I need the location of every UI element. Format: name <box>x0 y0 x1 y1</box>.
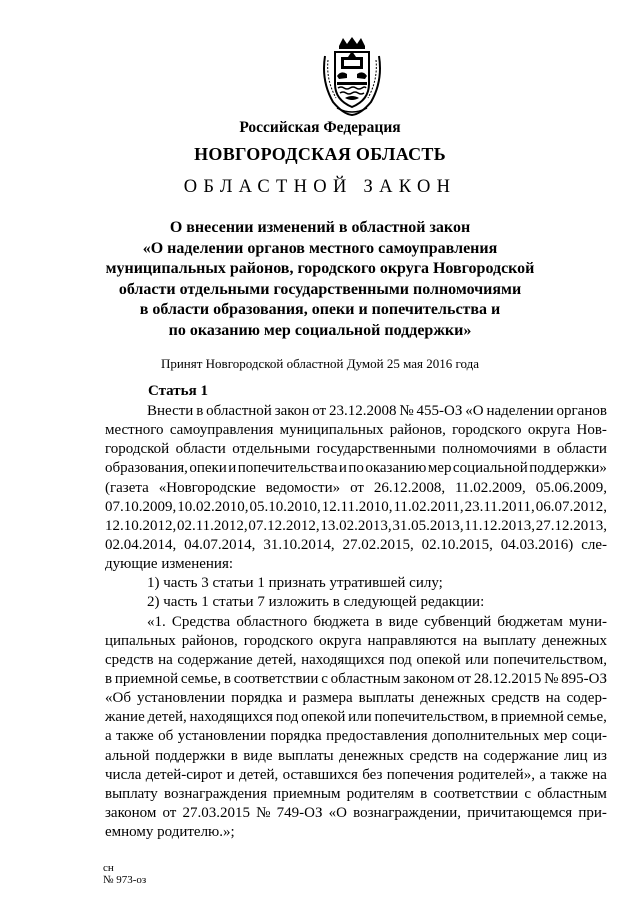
body-word: 13.02.2013, <box>320 517 392 534</box>
body-word: 11.02.2011, <box>393 498 464 515</box>
body-word: закон <box>274 403 310 419</box>
coat-of-arms-icon <box>319 36 385 116</box>
body-word: Внести <box>147 403 194 419</box>
body-word: приемной <box>500 709 564 726</box>
body-word: родителей», <box>458 766 535 783</box>
body-line <box>105 670 607 689</box>
body-word: 05.06.2009, <box>535 479 607 496</box>
body-word: 11.02.2009, <box>455 479 526 496</box>
body-word: виде <box>243 747 273 764</box>
body-word: отдельными <box>232 441 311 458</box>
body-word: опекой <box>301 709 346 726</box>
body-word: 26.12.2008, <box>373 479 446 496</box>
body-word: попечительства <box>237 460 338 477</box>
body-word: 02.04.2014, <box>105 536 177 553</box>
body-word: оказанию <box>365 460 427 477</box>
body-word: области <box>556 441 607 458</box>
body-word: 05.10.2010, <box>249 498 321 515</box>
body-word: законом <box>105 804 157 821</box>
title-line: «О наделении органов местного самоуправления <box>142 239 498 257</box>
body-word: под <box>275 709 299 726</box>
body-word: установлении <box>177 728 266 745</box>
body-line <box>105 708 607 727</box>
body-word: средств <box>409 747 458 764</box>
body-word: 27.03.2015 <box>182 804 251 821</box>
body-word: 10.02.2010, <box>177 498 249 515</box>
body-word: в <box>375 613 383 630</box>
body-word: в <box>230 747 238 764</box>
body-word: виде <box>388 613 419 630</box>
body-word: предоставления <box>326 728 428 745</box>
body-word: содержание <box>483 747 559 764</box>
body-word: самоуправления <box>169 422 274 439</box>
body-word: субвенций <box>424 613 492 630</box>
body-word: поддержки» <box>529 460 607 477</box>
body-word: с <box>321 670 328 687</box>
body-word: и <box>226 766 235 783</box>
body-word: муни- <box>568 613 607 630</box>
body-word: соответствии <box>233 670 319 687</box>
body-word: муниципальных <box>279 422 384 439</box>
body-word: оставшихся <box>282 766 358 783</box>
body-word: на <box>462 632 478 649</box>
body-word: находящихся <box>189 709 273 726</box>
body-word: также <box>550 766 588 783</box>
body-word: округа <box>319 632 362 649</box>
body-word: полномочиями <box>442 441 537 458</box>
body-word: опекой <box>416 651 461 668</box>
body-line <box>105 479 607 498</box>
title-line: О внесении изменений в областной закон <box>169 219 471 236</box>
body-word: направляются <box>367 632 457 649</box>
body-word: районов, <box>389 422 446 439</box>
body-word: попечения <box>386 766 454 783</box>
body-word: вознаграждения <box>163 785 267 802</box>
body-word: детей-сирот <box>145 766 223 783</box>
title-line: области отдельными государственными полномочиями <box>118 280 522 298</box>
body-word: с <box>524 785 532 802</box>
body-word: в <box>490 709 498 726</box>
body-word: 02.10.2015, <box>421 536 493 553</box>
body-word: выплату <box>483 632 537 649</box>
footer-initials: сн <box>103 862 114 874</box>
body-word: Нов- <box>576 422 607 439</box>
body-line <box>105 421 607 440</box>
body-word: на <box>545 690 561 707</box>
body-line <box>105 785 607 804</box>
body-word: или <box>348 709 372 726</box>
title-line: по оказанию мер социальной поддержки» <box>168 321 472 339</box>
body-word: 11.12.2013, <box>464 517 535 534</box>
body-word: государственными <box>316 441 436 458</box>
body-word: наделении <box>486 403 554 419</box>
body-word: ципальных <box>105 632 176 649</box>
body-line <box>105 555 607 574</box>
body-word: Средства <box>171 613 231 630</box>
body-word: при- <box>578 804 607 821</box>
body-line <box>105 613 607 632</box>
body-word: вознаграждении, <box>353 804 462 821</box>
document-footer <box>103 862 146 886</box>
body-word: районов, <box>181 632 238 649</box>
body-word: по <box>348 460 364 477</box>
body-word: социальной <box>452 460 528 477</box>
body-line-text: 1) часть 3 статьи 1 признать утратившей силу; <box>147 575 443 592</box>
body-word: приемным <box>273 785 341 802</box>
body-word: 895-ОЗ <box>561 670 607 687</box>
body-word: 27.02.2015, <box>342 536 414 553</box>
body-word: денежных <box>338 747 404 764</box>
body-word: 04.07.2014, <box>184 536 256 553</box>
body-word: семье, <box>180 670 222 687</box>
body-line <box>105 536 607 555</box>
body-word: в <box>196 403 204 419</box>
body-word: «О <box>328 804 347 821</box>
body-word: альной <box>105 747 150 764</box>
body-word: числа <box>105 766 142 783</box>
body-word: 04.03.2016) <box>500 536 574 553</box>
body-word: выплаты <box>278 747 334 764</box>
body-word: содержание <box>177 651 253 668</box>
body-word: на <box>463 747 478 764</box>
body-word: находящихся <box>301 651 385 668</box>
body-line <box>105 440 607 459</box>
body-word: соответствии <box>433 785 519 802</box>
body-word: 23.11.2011, <box>464 498 535 515</box>
body-word: городской <box>105 441 170 458</box>
body-word: денежных <box>420 690 486 707</box>
body-word: № <box>256 804 271 821</box>
body-word: законом <box>403 670 455 687</box>
body-word: «Новгородские <box>158 479 256 496</box>
body-word: (газета <box>105 479 149 496</box>
body-line <box>105 498 607 517</box>
body-word: от <box>350 479 364 496</box>
body-word: поддержки <box>155 747 226 764</box>
body-word: областным <box>537 785 607 802</box>
body-word: приемной <box>114 670 179 687</box>
body-word: округа <box>527 422 571 439</box>
body-word: на <box>158 651 173 668</box>
body-word: выплаты <box>358 690 415 707</box>
body-line <box>105 689 607 708</box>
body-word: а <box>105 728 112 745</box>
body-word: также <box>116 728 154 745</box>
body-word: образования, <box>105 460 188 477</box>
body-word: выплату <box>105 785 158 802</box>
region-name: НОВГОРОДСКАЯ ОБЛАСТЬ <box>194 144 446 164</box>
body-word: 07.12.2012, <box>248 517 320 534</box>
body-word: 31.10.2014, <box>263 536 335 553</box>
body-word: ведомости» <box>265 479 341 496</box>
body-word: лиц <box>564 747 588 764</box>
body-word: бюджета <box>313 613 370 630</box>
body-word: органов <box>556 403 607 419</box>
body-word: средств <box>105 651 154 668</box>
body-word: от <box>162 804 177 821</box>
body-word: размера <box>302 690 353 707</box>
body-word: и <box>288 690 297 707</box>
body-word: 06.07.2012, <box>535 498 607 515</box>
body-line <box>105 747 607 766</box>
body-word: от <box>457 670 472 687</box>
body-word: в <box>420 785 428 802</box>
body-word: об <box>158 728 174 745</box>
body-word: 749-ОЗ <box>276 804 323 821</box>
body-word: соци- <box>571 728 607 745</box>
body-word: «Об <box>105 690 131 707</box>
adoption-note: Принят Новгородской областной Думой 25 мая 2016 года <box>160 356 480 371</box>
body-word: жание <box>105 709 145 726</box>
body-word: денежных <box>542 632 607 649</box>
footer-number: № 973-оз <box>103 874 147 886</box>
body-word: из <box>593 747 607 764</box>
body-line <box>105 402 607 421</box>
body-line <box>105 593 607 612</box>
body-word: причитающемся <box>467 804 573 821</box>
body-word: детей, <box>257 651 297 668</box>
body-word: 12.11.2010, <box>321 498 393 515</box>
body-word: и <box>338 460 347 477</box>
body-word: 12.10.2012, <box>105 517 177 534</box>
body-word: городского <box>452 422 522 439</box>
body-word: и <box>228 460 237 477</box>
body-line <box>105 766 607 785</box>
body-word: в <box>223 670 231 687</box>
body-line <box>105 632 607 651</box>
article-heading: Статья 1 <box>148 383 208 399</box>
body-line <box>105 517 607 536</box>
body-word: областным <box>330 670 401 687</box>
body-word: семье, <box>566 709 607 726</box>
body-word: мер <box>427 460 452 477</box>
body-line <box>105 804 607 823</box>
body-word: 07.10.2009, <box>105 498 177 515</box>
body-line <box>105 727 607 746</box>
body-word: «1. <box>147 613 166 630</box>
body-word: средств <box>491 690 540 707</box>
body-word: на <box>592 766 607 783</box>
body-word: области <box>175 441 226 458</box>
body-line <box>105 459 607 478</box>
body-word: мер <box>543 728 568 745</box>
body-word: № <box>544 670 559 687</box>
body-word: без <box>362 766 383 783</box>
body-word: детей, <box>147 709 187 726</box>
body-line-text: емному родителю.»; <box>105 824 235 841</box>
body-word: бюджетам <box>497 613 563 630</box>
body-line <box>105 574 607 593</box>
body-word: 31.05.2013, <box>392 517 464 534</box>
body-word: местного <box>105 422 164 439</box>
body-word: 28.12.2015 <box>473 670 542 687</box>
body-line <box>105 651 607 670</box>
body-word: в <box>105 670 113 687</box>
body-word: 455-ОЗ <box>416 403 463 419</box>
body-word: или <box>465 651 489 668</box>
body-line <box>105 823 607 842</box>
body-word: детей, <box>239 766 279 783</box>
article-body <box>105 402 607 842</box>
body-word: сле- <box>581 536 607 553</box>
body-word: областного <box>236 613 308 630</box>
body-word: в <box>543 441 551 458</box>
body-word: содер- <box>566 690 607 707</box>
body-word: порядка <box>270 728 322 745</box>
body-word: дополнительных <box>432 728 540 745</box>
body-word: порядка <box>231 690 283 707</box>
document-type: ОБЛАСТНОЙ ЗАКОН <box>183 177 457 197</box>
body-word: под <box>389 651 412 668</box>
body-word: «О <box>465 403 484 419</box>
title-line: муниципальных районов, городского округа Новгородской <box>105 260 535 278</box>
title-line: в области образования, опеки и попечительства и <box>139 301 501 319</box>
body-word: 02.11.2012, <box>176 517 248 534</box>
body-word: родителям <box>346 785 414 802</box>
body-line-text: 2) часть 1 статьи 7 изложить в следующей редакции: <box>147 594 485 611</box>
body-word: опеки <box>189 460 227 477</box>
body-word: от <box>312 403 327 419</box>
body-line-text: дующие изменения: <box>105 556 234 573</box>
body-word: а <box>539 766 546 783</box>
body-word: попечительством, <box>493 651 607 668</box>
document-title <box>0 218 640 342</box>
body-word: городского <box>243 632 314 649</box>
body-word: областной <box>206 403 272 419</box>
body-word: № <box>399 403 414 419</box>
body-word: 27.12.2013, <box>535 517 607 534</box>
body-word: попечительством, <box>374 709 489 726</box>
body-word: 23.12.2008 <box>328 403 397 419</box>
body-word: установлении <box>136 690 226 707</box>
country-name: Российская Федерация <box>239 119 401 136</box>
